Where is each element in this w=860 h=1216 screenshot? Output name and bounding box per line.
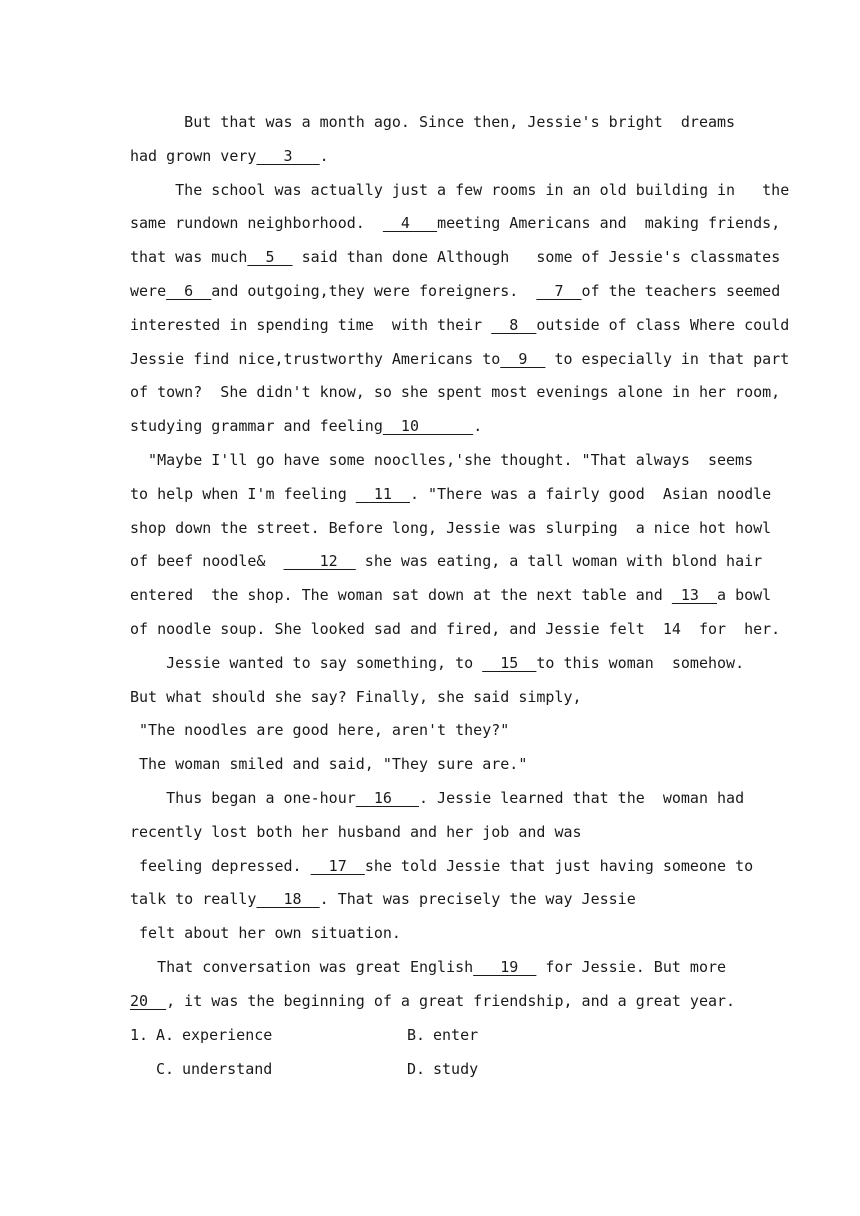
question-number: 1. bbox=[130, 1026, 149, 1044]
passage-line bbox=[130, 382, 781, 402]
line-text: recently lost both her husband and her job and was bbox=[130, 822, 582, 841]
passage-line bbox=[130, 619, 781, 639]
passage-line bbox=[130, 788, 745, 808]
line-text: shop down the street. Before long, Jessie was slurping a nice hot howl bbox=[130, 518, 772, 537]
passage-line bbox=[130, 416, 730, 436]
line-text: had grown very bbox=[130, 146, 257, 165]
option-d-letter: D. bbox=[407, 1060, 426, 1078]
passage-line bbox=[130, 754, 730, 774]
line-text: of noodle soup. She looked sad and fired, and Jessie felt 14 for her. bbox=[130, 620, 781, 638]
line-text: . That was precisely the way Jessie bbox=[319, 890, 636, 909]
line-text: meeting Americans and making friends, bbox=[437, 214, 781, 233]
line-text: The school was actually just a few rooms in an old building in the bbox=[130, 180, 790, 199]
passage-line bbox=[130, 281, 781, 301]
answer-blank: 15 bbox=[482, 653, 537, 672]
answer-blank: 7 bbox=[536, 282, 582, 300]
line-text: But what should she say? Finally, she said simply, bbox=[130, 687, 582, 706]
line-text: felt about her own situation. bbox=[130, 924, 401, 943]
line-text: interested in spending time with their bbox=[130, 315, 492, 334]
line-text: The woman smiled and said, "They sure are." bbox=[130, 755, 528, 774]
line-text: to especially in that part bbox=[545, 349, 790, 368]
line-text: she told Jessie that just having someone to bbox=[364, 856, 754, 875]
line-text: and outgoing,they were foreigners. bbox=[211, 282, 537, 300]
answer-blank: 20 bbox=[130, 991, 167, 1010]
line-text: of the teachers seemed bbox=[581, 282, 781, 300]
line-text: studying grammar and feeling bbox=[130, 417, 383, 436]
passage-line bbox=[130, 247, 781, 267]
answer-blank: 3 bbox=[256, 146, 320, 165]
answer-blank: 10 bbox=[382, 417, 474, 436]
passage-line bbox=[130, 213, 781, 233]
line-text: of town? She didn't know, so she spent most evenings alone in her room, bbox=[130, 383, 781, 402]
line-text: feeling depressed. bbox=[130, 856, 311, 875]
answer-blank: 6 bbox=[166, 282, 212, 300]
passage-line bbox=[130, 180, 790, 200]
option-b-letter: B. bbox=[407, 1026, 426, 1044]
line-text: . bbox=[473, 417, 483, 436]
line-text: . "There was a fairly good Asian noodle bbox=[409, 484, 772, 503]
answer-blank: 19 bbox=[473, 958, 537, 976]
passage-line bbox=[130, 585, 772, 605]
answer-blank: 8 bbox=[491, 315, 537, 334]
line-text: to this woman somehow. bbox=[536, 653, 745, 672]
option-c-text: understand bbox=[182, 1060, 273, 1078]
passage-line bbox=[130, 889, 730, 909]
line-text: But that was a month ago. Since then, Jessie's bright dreams bbox=[130, 113, 736, 131]
line-text: same rundown neighborhood. bbox=[130, 214, 383, 233]
option-a-text: experience bbox=[182, 1026, 273, 1044]
passage-line bbox=[130, 822, 730, 842]
line-text: for Jessie. But more bbox=[536, 958, 727, 976]
passage-line bbox=[130, 923, 730, 943]
option-c-letter: C. bbox=[156, 1060, 175, 1078]
answer-blank: 18 bbox=[256, 890, 320, 909]
answer-blank: 11 bbox=[355, 484, 410, 503]
line-text: "The noodles are good here, aren't they?" bbox=[130, 721, 510, 740]
line-text: were bbox=[130, 282, 167, 300]
line-text: to help when I'm feeling bbox=[130, 484, 356, 503]
line-text: outside of class Where could bbox=[536, 315, 790, 334]
passage-line bbox=[130, 551, 763, 571]
line-text: . Jessie learned that the woman had bbox=[419, 789, 745, 807]
line-text: That conversation was great English bbox=[130, 958, 474, 976]
passage-line bbox=[130, 450, 754, 470]
passage-line bbox=[130, 687, 730, 707]
passage-line bbox=[130, 315, 790, 335]
answer-blank: 16 bbox=[355, 789, 419, 807]
line-text: of beef noodle& bbox=[130, 552, 284, 571]
answer-blank: 4 bbox=[382, 214, 438, 233]
line-text: Thus began a one-hour bbox=[130, 789, 356, 807]
line-text: , it was the beginning of a great friendship, and a great year. bbox=[166, 991, 736, 1010]
line-text: Jessie wanted to say something, to bbox=[130, 653, 483, 672]
answer-blank: 9 bbox=[500, 349, 546, 368]
passage-line bbox=[130, 653, 745, 673]
line-text: that was much bbox=[130, 248, 248, 267]
line-text: talk to really bbox=[130, 890, 257, 909]
line-text: Jessie find nice,trustworthy Americans to bbox=[130, 349, 501, 368]
line-text: a bowl bbox=[717, 586, 772, 605]
passage-line bbox=[130, 518, 772, 538]
passage-line bbox=[130, 112, 736, 132]
line-text: entered the shop. The woman sat down at the next table and bbox=[130, 586, 672, 605]
option-b-text: enter bbox=[433, 1026, 479, 1044]
answer-blank: 5 bbox=[247, 248, 293, 267]
passage-line bbox=[130, 484, 772, 504]
line-text: she was eating, a tall woman with blond hair bbox=[355, 552, 763, 571]
answer-blank: 17 bbox=[310, 856, 365, 875]
passage-line bbox=[130, 720, 730, 740]
line-text: "Maybe I'll go have some nooclles,'she thought. "That always seems bbox=[130, 451, 754, 469]
passage-line bbox=[130, 991, 736, 1011]
passage-line bbox=[130, 349, 790, 369]
option-a-letter: A. bbox=[156, 1026, 175, 1044]
answer-blank: 13 bbox=[671, 586, 718, 605]
passage-line bbox=[130, 957, 730, 977]
line-text: said than done Although some of Jessie's classmates bbox=[292, 248, 781, 267]
passage-line bbox=[130, 856, 754, 876]
option-d-text: study bbox=[433, 1060, 479, 1078]
passage-line bbox=[130, 146, 730, 166]
line-text: . bbox=[319, 146, 329, 165]
answer-blank: 12 bbox=[283, 552, 356, 571]
